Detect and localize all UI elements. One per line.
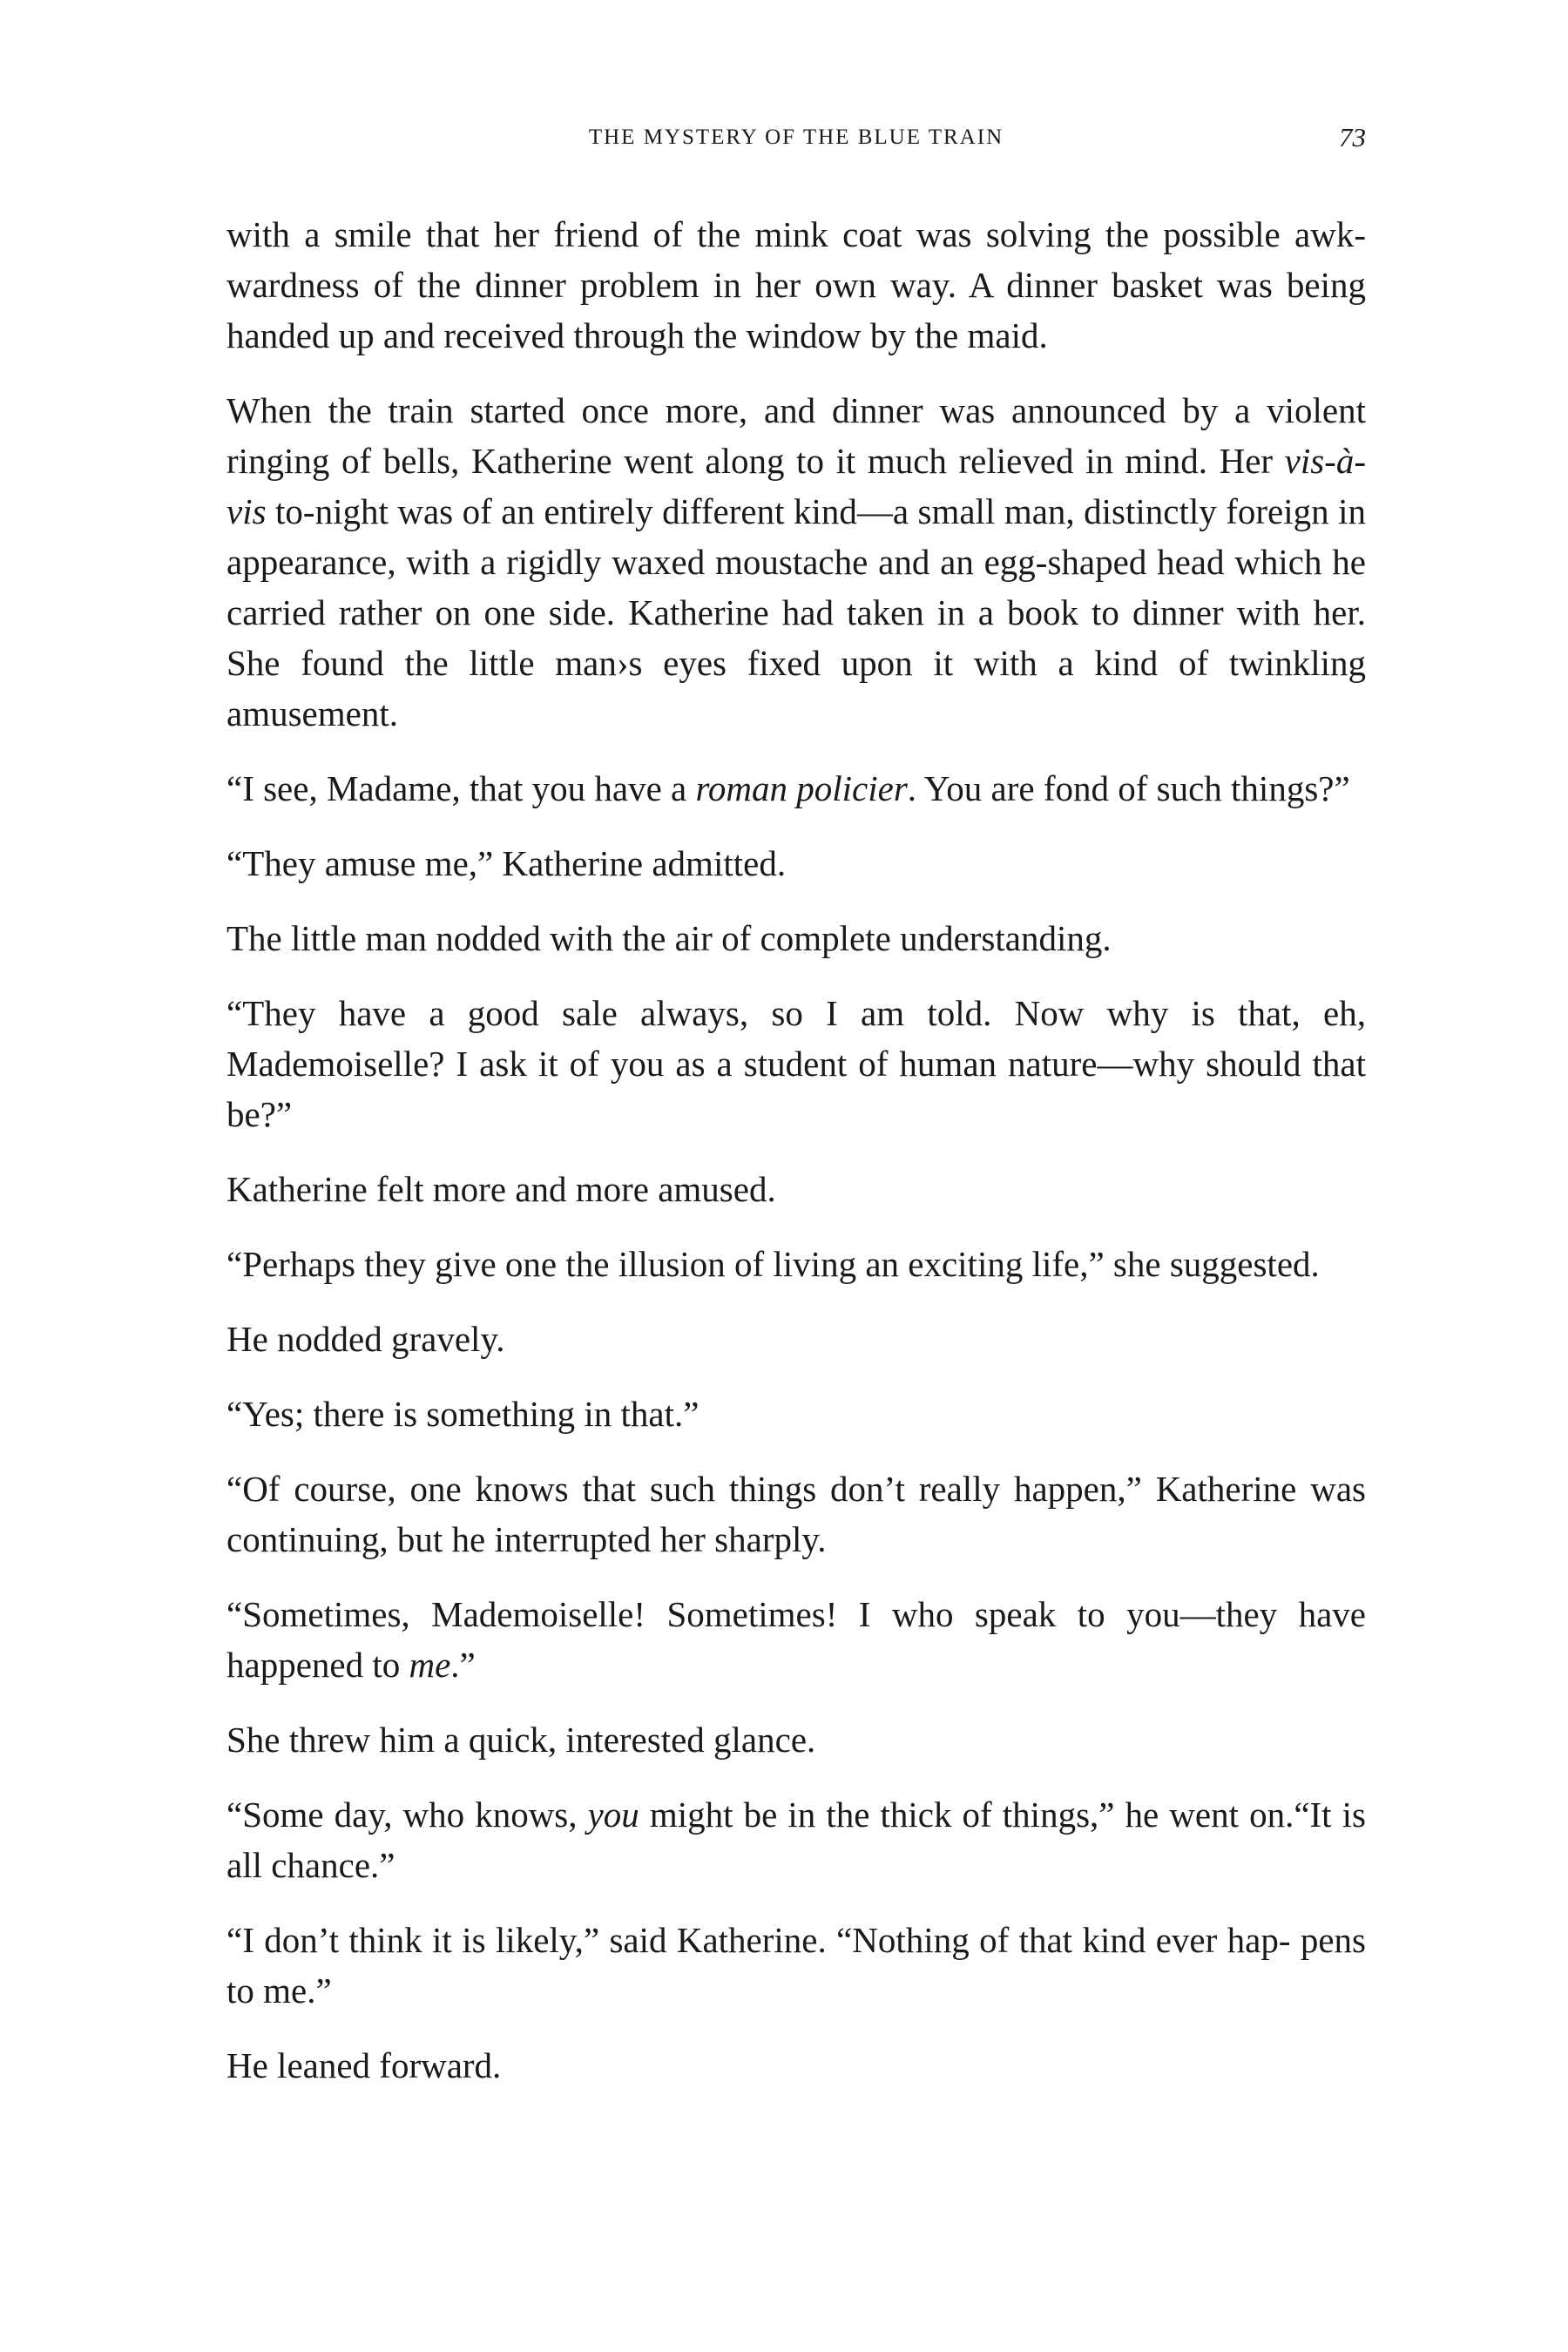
italic-phrase: me — [409, 1645, 451, 1685]
paragraph: The little man nodded with the air of complete understanding. — [226, 918, 1112, 958]
paragraph: “Perhaps they give one the illusion of living an exciting life,” she suggested. — [226, 1244, 1320, 1284]
running-head — [226, 120, 1366, 155]
paragraph: “I see, Madame, that you have a roman policier. You are fond of such things?” — [226, 768, 1350, 808]
running-title: THE MYSTERY OF THE BLUE TRAIN — [588, 125, 1004, 149]
paragraph: “Some day, who knows, you might be in the thick of things,” he went on.“It is all chance.” — [226, 1794, 1366, 1885]
paragraph: “I don’t think it is likely,” said Katherine. “Nothing of that kind ever hap- pens to me.” — [226, 1920, 1366, 2011]
paragraph: “Of course, one knows that such things don’t really happen,” Katherine was continuing, but he interrupted her sharply. — [226, 1469, 1366, 1559]
paragraph: “They amuse me,” Katherine admitted. — [226, 843, 787, 883]
italic-phrase: you — [587, 1794, 639, 1835]
paragraph: When the train started once more, and dinner was announced by a violent ringing of bells, Katherine went along to it much relieved in mind. Her vis-à-vis to-night was of an entirely different kind—a small man, distinctly foreign in appearance, with a rigidly waxed moustache and an egg-shaped head which he carried rather on one side. Katherine had taken in a book to dinner with her. She found the little man›s eyes fixed upon it with a kind of twinkling amusement. — [226, 390, 1366, 733]
paragraph: She threw him a quick, interested glance. — [226, 1720, 816, 1760]
paragraph: with a smile that her friend of the mink coat was solving the possible awk- wardness of the dinner problem in her own way. A dinner basket was being handed up and received through the window by the maid. — [226, 214, 1366, 355]
paragraph: “Sometimes, Mademoiselle! Sometimes! I who speak to you—they have happened to me.” — [226, 1594, 1366, 1685]
italic-phrase: roman policier — [695, 768, 908, 808]
page-number: 73 — [1339, 122, 1366, 152]
paragraph: Katherine felt more and more amused. — [226, 1169, 776, 1209]
italic-phrase: vis-à-vis — [226, 441, 1366, 531]
paragraph: “Yes; there is something in that.” — [226, 1394, 700, 1434]
paragraph: He nodded gravely. — [226, 1319, 505, 1359]
paragraph: “They have a good sale always, so I am told. Now why is that, eh, Mademoiselle? I ask it of you as a student of human nature—why should that be?” — [226, 993, 1366, 1134]
body-text — [226, 209, 1366, 2115]
paragraph: He leaned forward. — [226, 2045, 502, 2085]
